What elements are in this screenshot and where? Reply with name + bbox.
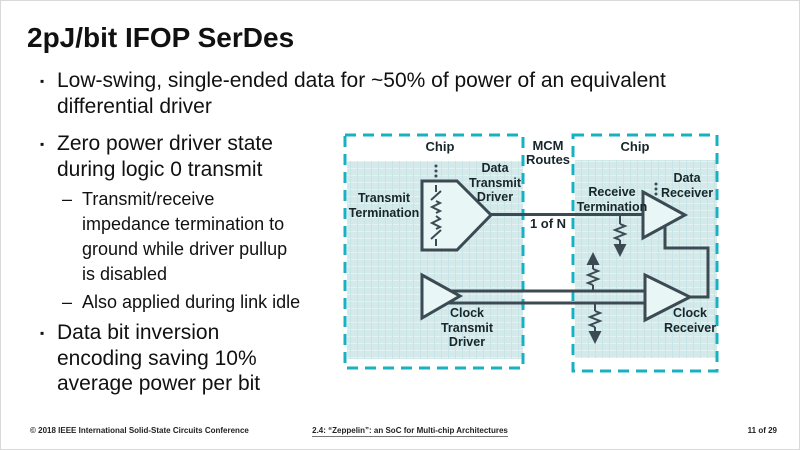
bullet-text-line: Also applied during link idle: [82, 292, 301, 312]
label-line: Transmit: [440, 320, 494, 335]
bullet-text-line: during logic 0 transmit: [57, 157, 263, 181]
label-line: Clock: [672, 306, 708, 320]
bullet-dash-icon: –: [62, 292, 73, 312]
label-line: Data: [481, 161, 509, 175]
clock-receiver-label: [650, 306, 730, 335]
bullet-text-line: differential driver: [57, 94, 212, 118]
label-line: Receiver: [660, 185, 714, 200]
bullet-text-line: Transmit/receive: [82, 189, 215, 209]
transmit-termination-label: [339, 191, 429, 220]
data-receiver-label: [648, 171, 726, 200]
bullet-text-line: ground while driver pullup: [82, 239, 288, 259]
label-line: Driver: [448, 335, 486, 349]
label-line: Data: [673, 171, 701, 185]
left-chip-label: Chip: [425, 139, 455, 154]
one-of-n-label: 1 of N: [529, 216, 567, 231]
label-line: Receiver: [663, 320, 717, 335]
bullet-text-line: is disabled: [82, 264, 168, 284]
data-transmit-driver-label: [461, 161, 529, 205]
label-line: Clock: [449, 306, 485, 320]
receive-termination-label: [567, 185, 657, 214]
bullet-text-line: Zero power driver state: [57, 132, 273, 155]
right-chip-label: Chip: [620, 139, 650, 154]
bullet-text-line: average power per bit: [57, 372, 261, 395]
label-line: Transmit: [357, 191, 411, 205]
ellipsis-dots-left: [435, 165, 438, 178]
footer-page-number: 11 of 29: [747, 426, 777, 435]
bullet-text-line: impedance termination to: [82, 214, 285, 234]
bullet-square-icon: ▪: [40, 74, 45, 88]
bullet-square-icon: ▪: [40, 137, 45, 151]
footer-session-title-text: 2.4: “Zeppelin”: an SoC for Multi-chip Architectures: [312, 426, 508, 435]
label-line: Receive: [588, 185, 636, 199]
mcm-routes-line: MCM: [532, 138, 564, 153]
label-line: Transmit: [468, 175, 522, 190]
page-title: 2pJ/bit IFOP SerDes: [27, 22, 295, 53]
label-line: Driver: [476, 190, 514, 204]
bullet-dash-icon: –: [62, 189, 73, 209]
mcm-routes-line: Routes: [525, 152, 571, 167]
footer-session-title: [260, 426, 560, 435]
footer-copyright: © 2018 IEEE International Solid-State Circuits Conference: [30, 426, 249, 435]
label-line: Termination: [576, 199, 648, 214]
bullet-text-line: Data bit inversion: [57, 321, 220, 344]
label-line: Termination: [348, 205, 420, 220]
clock-transmit-driver-label: [430, 306, 504, 350]
bullet-square-icon: ▪: [40, 326, 45, 340]
bullet-text-line: Low-swing, single-ended data for ~50% of power of an equivalent: [57, 69, 666, 92]
bullet-text-line: encoding saving 10%: [57, 346, 257, 370]
